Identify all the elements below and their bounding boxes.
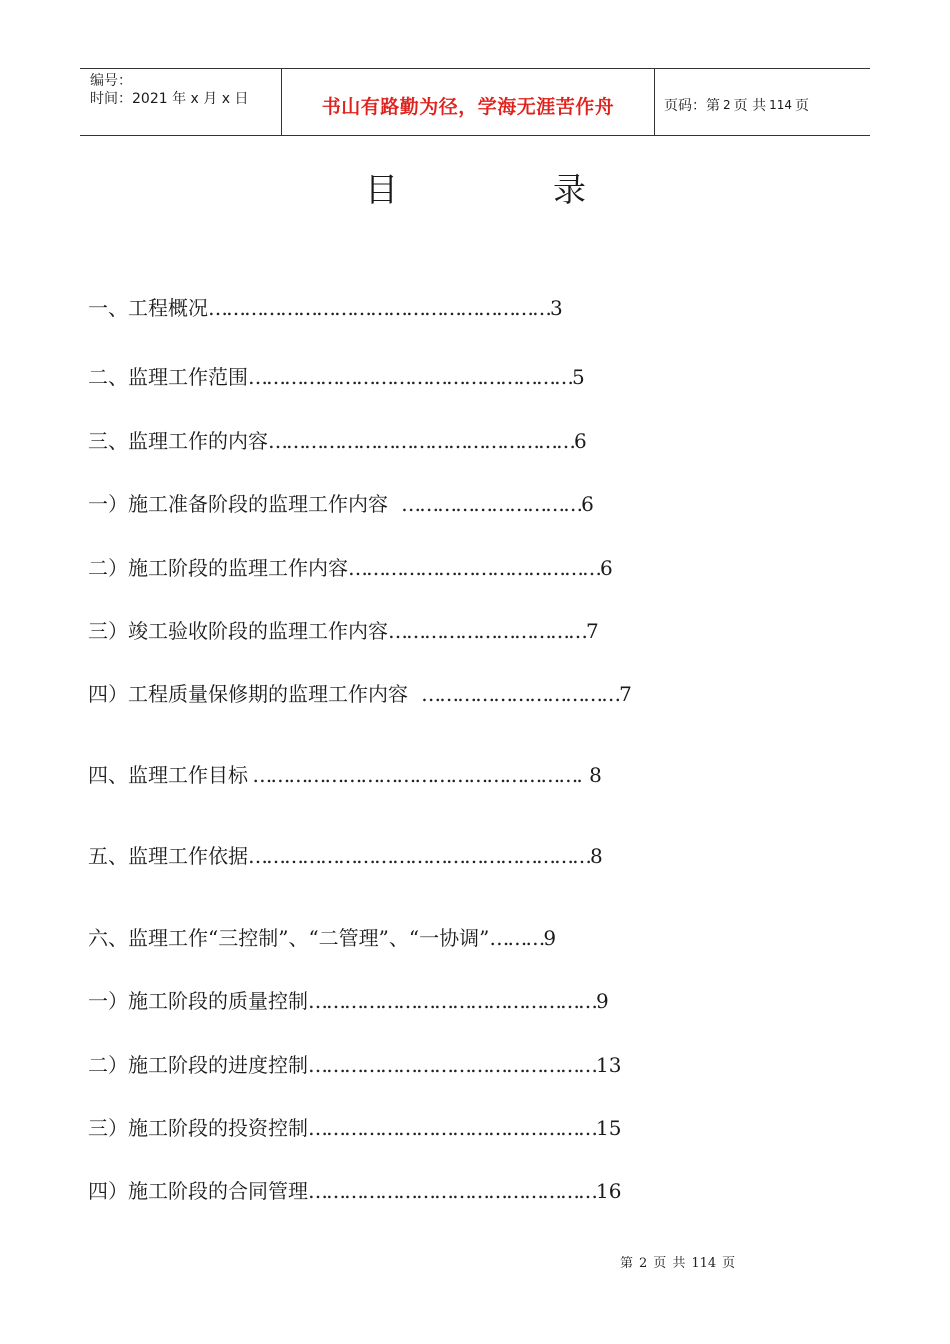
- toc-entry-leader: …………………………………………: [308, 989, 596, 1013]
- toc-title: [0, 166, 950, 214]
- toc-entry-page: 7: [586, 619, 599, 643]
- toc-entry-title: 三）施工阶段的投资控制: [88, 1116, 308, 1140]
- toc-entry-title: 一、工程概况: [88, 296, 208, 320]
- toc-entry-page: 9: [596, 989, 609, 1013]
- toc-entry-page: . 8: [576, 763, 602, 787]
- toc-entry[interactable]: [88, 1051, 621, 1079]
- toc-entry-leader: …………………………………………………: [248, 844, 590, 868]
- toc-entry[interactable]: [88, 761, 602, 789]
- toc-entry[interactable]: [88, 294, 563, 322]
- toc-entry-page: 6: [600, 556, 613, 580]
- toc-entry-title: 六、监理工作“三控制”、“二管理”、“一协调”: [88, 926, 490, 950]
- page-current: 2: [723, 98, 731, 112]
- footer-di: 第: [620, 1256, 634, 1271]
- toc-entry-leader: …………………………: [388, 492, 582, 516]
- toc-title-char-1: 目: [365, 170, 398, 209]
- toc-entry-leader: ……………………………: [388, 619, 586, 643]
- header-info: [80, 69, 282, 135]
- page-middle: 页 共: [733, 98, 767, 114]
- toc-entry-title: 四）施工阶段的合同管理: [88, 1179, 308, 1203]
- toc-entry[interactable]: [88, 680, 632, 708]
- toc-title-char-2: 录: [553, 170, 586, 209]
- toc-entry-title: 五、监理工作依据: [88, 844, 248, 868]
- toc-entry-leader: ………………………………………………: [248, 365, 572, 389]
- toc-entry-title: 一）施工阶段的质量控制: [88, 989, 308, 1013]
- toc-entry[interactable]: [88, 842, 603, 870]
- toc-entry-page: 13: [596, 1053, 622, 1077]
- toc-entry-title: 二）施工阶段的进度控制: [88, 1053, 308, 1077]
- toc-entry-page: 5: [572, 365, 585, 389]
- toc-entry-page: 7: [619, 682, 632, 706]
- toc-entry-leader: …………………………………………: [308, 1053, 596, 1077]
- toc-entry-page: 6: [581, 492, 594, 516]
- toc-entry-title: 四、监理工作目标: [88, 763, 248, 787]
- toc-entry[interactable]: [88, 363, 585, 391]
- toc-entry[interactable]: [88, 987, 609, 1015]
- toc-entry-title: 三、监理工作的内容: [88, 429, 268, 453]
- toc-entry-page: 8: [590, 844, 603, 868]
- footer-ye: 页: [653, 1256, 667, 1271]
- toc-entry-leader: ……………………………………: [348, 556, 600, 580]
- toc-entry-page: 15: [596, 1116, 622, 1140]
- toc-entry[interactable]: [88, 617, 599, 645]
- toc-entry[interactable]: [88, 554, 613, 582]
- footer-current-page: 2: [639, 1256, 648, 1271]
- toc-entry[interactable]: [88, 924, 556, 952]
- toc-entry-leader: …………………………………………: [308, 1179, 596, 1203]
- page-suffix: 页: [795, 98, 809, 114]
- page-total: 114: [769, 98, 792, 112]
- toc-entry-page: 9: [543, 926, 557, 950]
- toc-entry[interactable]: [88, 1114, 621, 1142]
- toc-entry-page: 6: [574, 429, 587, 453]
- toc-entry-title: 三）竣工验收阶段的监理工作内容: [88, 619, 388, 643]
- toc-entry-title: 一）施工准备阶段的监理工作内容: [88, 492, 388, 516]
- header-motto: 书山有路勤为径，学海无涯苦作舟: [321, 95, 615, 118]
- toc-entry[interactable]: [88, 490, 594, 518]
- header-motto-cell: [282, 69, 655, 135]
- toc-entry-leader: …………………………………………………: [208, 296, 550, 320]
- footer-total-pages: 114: [691, 1256, 717, 1271]
- header-page-info: [655, 69, 870, 135]
- toc-entry-title: 四）工程质量保修期的监理工作内容: [88, 682, 408, 706]
- toc-entry-title: 二、监理工作范围: [88, 365, 248, 389]
- page-header: [80, 68, 870, 136]
- toc-entry-leader: ………………………………………………: [248, 763, 577, 787]
- document-number-label: 编号：: [90, 73, 132, 89]
- toc-entry-page: 3: [550, 296, 563, 320]
- toc-entry-page: 16: [596, 1179, 622, 1203]
- page-footer: [620, 1254, 741, 1274]
- page-prefix: 页码：第: [664, 98, 720, 114]
- footer-ye-2: 页: [722, 1256, 736, 1271]
- footer-gong: 共: [672, 1256, 686, 1271]
- toc-entry-leader: ……………………………………………: [268, 429, 574, 453]
- toc-entry-leader: ………: [489, 926, 544, 950]
- toc-entry-title: 二）施工阶段的监理工作内容: [88, 556, 348, 580]
- toc-entry-leader: ……………………………: [408, 682, 620, 706]
- toc-entry-leader: …………………………………………: [308, 1116, 596, 1140]
- toc-entry[interactable]: [88, 1177, 621, 1205]
- toc-entry[interactable]: [88, 427, 587, 455]
- document-date: 时间：2021 年 x 月 x 日: [90, 91, 249, 107]
